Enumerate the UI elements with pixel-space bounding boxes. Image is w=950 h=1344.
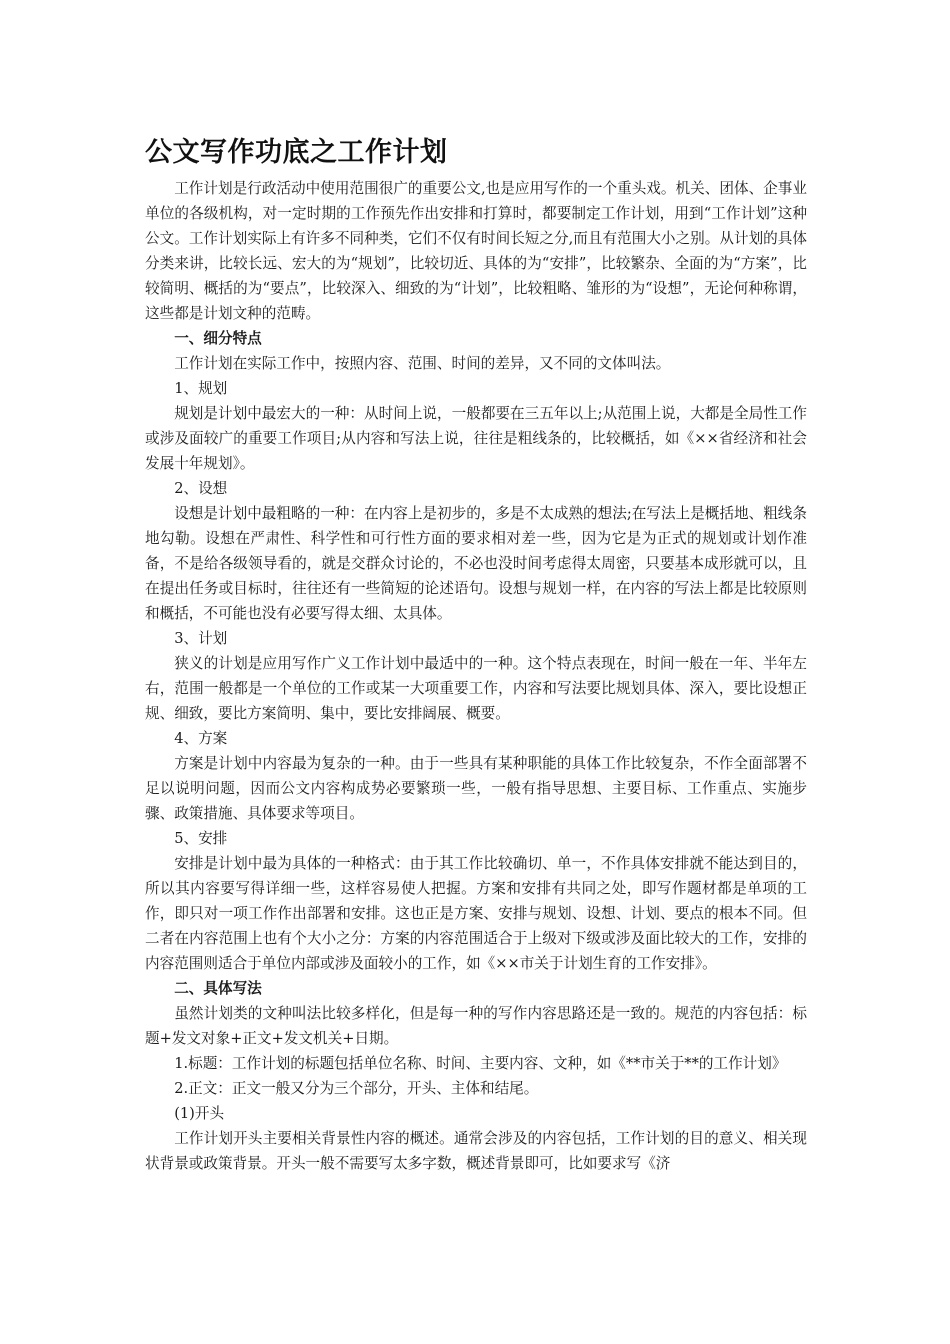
- sub-text-opening: 工作计划开头主要相关背景性内容的概述。通常会涉及的内容包括，工作计划的目的意义、相关现状背景或政策背景。开头一般不需要写太多字数，概述背景即可，比如要求写《济: [145, 1130, 807, 1172]
- document-title: 公文写作功底之工作计划: [145, 137, 448, 168]
- intro-paragraph: 工作计划是行政活动中使用范围很广的重要公文,也是应用写作的一个重头戏。机关、团体、企事业单位的各级机构，对一定时期的工作预先作出安排和打算时，都要制定工作计划，用到“工作计划”这种公文。工作计划实际上有许多不同种类，它们不仅有时间长短之分,而且有范围大小之别。从计划的具体分类来讲，比较长远、宏大的为“规划”，比较切近、具体的为“安排”，比较繁杂、全面的为“方案”，比较简明、概括的为“要点”，比较深入、细致的为“计划”，比较粗略、雏形的为“设想”，无论何种称谓，这些都是计划文种的范畴。: [145, 180, 807, 322]
- sub-label-opening: (1)开头: [174, 1105, 225, 1122]
- item-text-scheme: 方案是计划中内容最为复杂的一种。由于一些具有某种职能的具体工作比较复杂，不作全面部署不足以说明问题，因而公文内容构成势必要繁琐一些，一般有指导思想、主要目标、工作重点、实施步骤、政策措施、具体要求等项目。: [145, 755, 807, 822]
- section-heading-writing: 二、具体写法: [174, 980, 262, 997]
- section-writing-intro: 虽然计划类的文种叫法比较多样化，但是每一种的写作内容思路还是一致的。规范的内容包括：标题+发文对象+正文+发文机关+日期。: [145, 1005, 807, 1047]
- point-title: 1.标题：工作计划的标题包括单位名称、时间、主要内容、文种，如《**市关于**的工作计划》: [174, 1055, 787, 1072]
- item-label-plan-long: 1、规划: [174, 380, 228, 397]
- section-features-intro: 工作计划在实际工作中，按照内容、范围、时间的差异，又不同的文体叫法。: [174, 355, 671, 372]
- item-label-arrangement: 5、安排: [174, 830, 228, 847]
- item-label-plan: 3、计划: [174, 630, 228, 647]
- item-text-plan: 狭义的计划是应用写作广义工作计划中最适中的一种。这个特点表现在，时间一般在一年、半年左右，范围一般都是一个单位的工作或某一大项重要工作，内容和写法要比规划具体、深入，要比设想正规、细致，要比方案简明、集中，要比安排阔展、概要。: [145, 655, 807, 722]
- point-body: 2.正文：正文一般又分为三个部分，开头、主体和结尾。: [174, 1080, 539, 1097]
- item-text-arrangement: 安排是计划中最为具体的一种格式：由于其工作比较确切、单一，不作具体安排就不能达到目的，所以其内容要写得详细一些，这样容易使人把握。方案和安排有共同之处，即写作题材都是单项的工作，即只对一项工作作出部署和安排。这也正是方案、安排与规划、设想、计划、要点的根本不同。但二者在内容范围上也有个大小之分：方案的内容范围适合于上级对下级或涉及面比较大的工作，安排的内容范围则适合于单位内部或涉及面较小的工作，如《××市关于计划生育的工作安排》。: [145, 855, 807, 972]
- item-label-idea: 2、设想: [174, 480, 228, 497]
- item-text-idea: 设想是计划中最粗略的一种：在内容上是初步的，多是不太成熟的想法;在写法上是概括地、粗线条地勾勒。设想在严肃性、科学性和可行性方面的要求相对差一些，因为它是为正式的规划或计划作准备，不是给各级领导看的，就是交群众讨论的，不必也没时间考虑得太周密，只要基本成形就可以，且在提出任务或目标时，往往还有一些简短的论述语句。设想与规划一样，在内容的写法上都是比较原则和概括，不可能也没有必要写得太细、太具体。: [145, 505, 807, 622]
- item-text-plan-long: 规划是计划中最宏大的一种：从时间上说，一般都要在三五年以上;从范围上说，大都是全局性工作或涉及面较广的重要工作项目;从内容和写法上说，往往是粗线条的，比较概括，如《××省经济和社会发展十年规划》。: [145, 405, 807, 472]
- section-heading-features: 一、细分特点: [174, 330, 262, 347]
- document-page: [145, 134, 807, 1176]
- item-label-scheme: 4、方案: [174, 730, 228, 747]
